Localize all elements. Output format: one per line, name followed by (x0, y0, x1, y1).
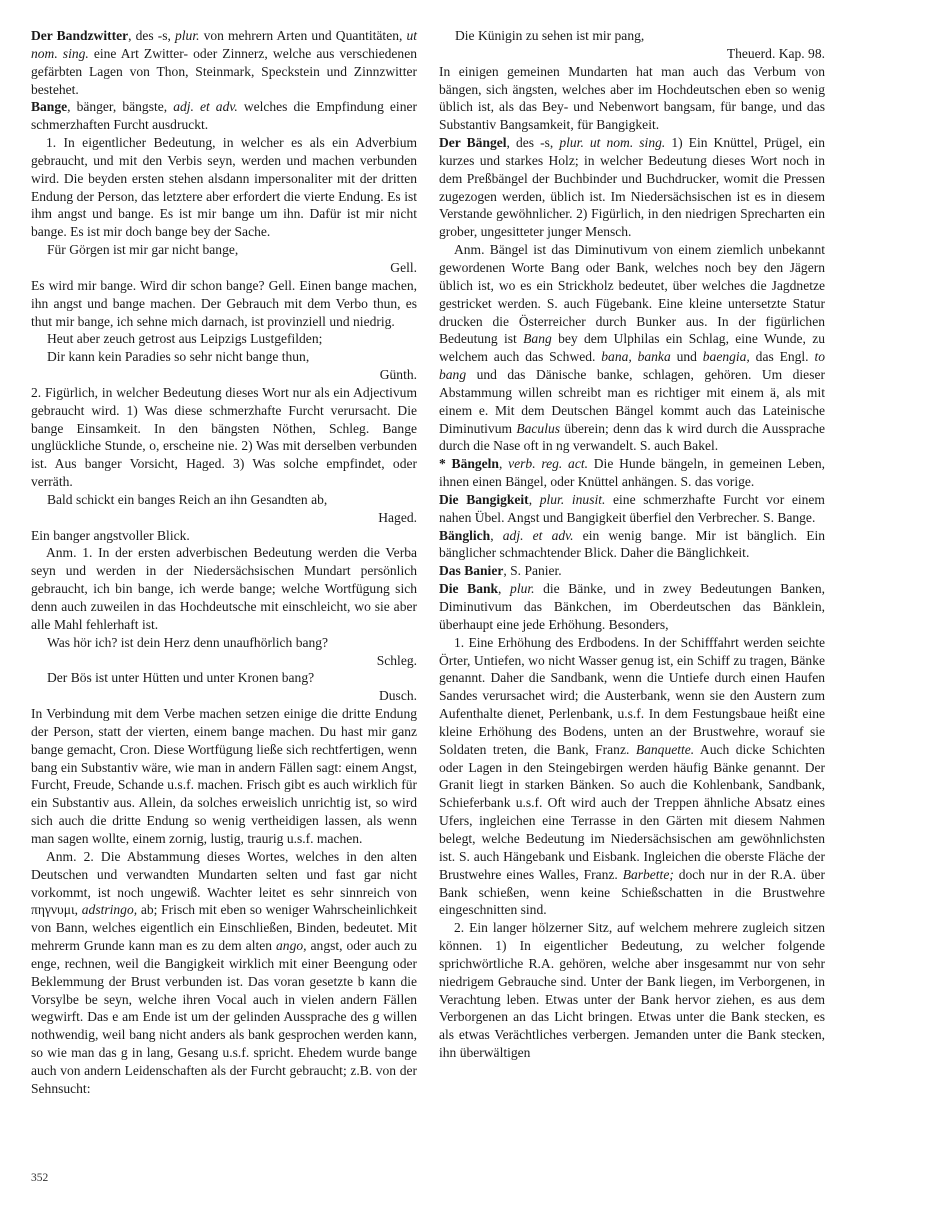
text-run: , S. Panier. (503, 563, 562, 579)
dictionary-entry (439, 580, 825, 634)
paragraph (439, 241, 825, 455)
italic-term: adstringo, (81, 902, 138, 918)
citation (439, 45, 825, 63)
text-run: Haged. (378, 509, 417, 525)
text-run: Dir kann kein Paradies so sehr nicht bange thun, (47, 349, 310, 365)
text-run: von mehrern Arten und Quantitäten, (199, 28, 407, 43)
text-run: das Engl. (749, 349, 815, 365)
left-column (31, 27, 417, 1098)
paragraph (31, 544, 417, 633)
text-run: Bald schickt ein banges Reich an ihn Gesandten ab, (47, 491, 328, 507)
dictionary-entry (439, 491, 825, 527)
verse-line (31, 348, 417, 366)
text-run: Schleg. (376, 652, 417, 668)
italic-term: adj. et adv. (173, 99, 238, 115)
text-run: Auch dicke Schichten oder Lagen in den Steingebirgen werden häufig Bänke genannt. Der Granit liegt in starken Bänken. So auch die Kohlenbank, Sandbank, Schieferbank u.s.f. Oft wird auch der Treppen ähnliche Absatz eines Ufers, ingleichen eine Terrasse in den Gärten mit diesem Nahmen belegt, welche Bedeutung im Niedersächsischen am gewöhnlichsten ist. S. auch Hängebank und Eisbank. Ingleichen die oberste Fläche der Brustwehre eines Walles, Franz. (439, 741, 825, 882)
text-run: die Bänke, und in zwey Bedeutungen Banken, Diminutivum das Bänkchen, im Oberdeutschen das Bänklein, überhaupt eine jede Erhöhung. Besonders, (439, 581, 825, 632)
paragraph (439, 919, 825, 1062)
paragraph (31, 527, 417, 545)
text-run: und das Dänische banke, schlagen, gehören. Um dieser Abstammung willen schreibt man es richtiger mit einem ä, als mit einem e. Mit dem Deutschen Bängel kommt auch das Lateinische Diminutivum (439, 367, 825, 436)
headword: Bänglich (439, 527, 491, 543)
paragraph (31, 848, 417, 1098)
text-run: Dusch. (378, 688, 417, 704)
italic-term: Barbette; (622, 866, 674, 882)
text-run: Die Künigin zu sehen ist mir pang, (455, 28, 645, 43)
text-run: Gell. (390, 259, 417, 275)
text-run: 1. Eine Erhöhung des Erdbodens. In der Schifffahrt werden seichte Örter, Untiefen, wo nicht Wasser genug ist, ein Schiff zu tragen, Bänke genannt. Daher die Sandbank, wenn die Untiefe durch einen Haufen Sandes verursachet wird; die Austerbank, wenn sie den Austern zum Aufenthalte dienet, Perlenbank, u.s.f. In dem Festungsbaue heißt eine kleine Erhöhung des Bodens, unten an der Brustwehre, worauf sie Soldaten treten, die Bank, Franz. (439, 634, 825, 757)
text-run: Anm. 2. Die Abstammung dieses Wortes, welches in den alten Deutschen und verwandten Mundarten selten und fast gar nicht vorkommt, ist noch ungewiß. Wachter leitet es sehr sinnreich von πηγνυμι, (31, 848, 417, 918)
text-run: angst, oder auch zu enge, rechnen, weil die Bangigkeit wirklich mit einer Beengung oder Beklemmung der Brust verbunden ist. Das voran gesetzte b kann die Vorsylbe be seyn, welche ihren Vocal auch in vielen andern Fällen wegwirft. Das e am Ende ist um der gelinden Aussprache des g willen nothwendig, weil bang nicht anders als bank gesprochen werden kann, so wie man das g in lang, Gesang u.s.f. spricht. Ehedem wurde bange auch von andern Leidenschaften als der Furcht gebraucht; z.B. von der Sehnsucht: (31, 938, 417, 1096)
text-run: Anm. 1. In der ersten adverbischen Bedeutung werden die Verba seyn und werden in der Niedersächsischen Mundart persönlich gebraucht, ich bin bange, ich werde bange; welche Wortfügung sich denn auch zuweilen in das Hochdeutsche mit einschleicht, wo sie aber alle Mahl fehlerhaft ist. (31, 545, 417, 632)
text-run: , (490, 527, 503, 543)
text-run: eine Art Zwitter- oder Zinnerz, welche aus verschiedenen gefärbten Lagen von Thon, Steinmark, Speckstein und Zinnzwitter bestehet. (31, 45, 417, 97)
text-run: welches die Empfindung einer schmerzhaften Furcht ausdruckt. (31, 99, 417, 133)
dictionary-entry (439, 562, 825, 580)
headword: Die Bank (439, 581, 499, 597)
text-run: Anm. Bängel ist das Diminutivum von einem ziemlich unbekannt gewordenen Worte Bang oder Bank, welches noch bey den Jägern üblich ist, wo es ein Strickholz bedeutet, über welches die Jagdnetze gestricket werden. S. auch Fügebank. Eine kleine untersetzte Statur drucken die Österreicher durch Bunker aus. In der figürlichen Bedeutung ist (439, 242, 825, 347)
dictionary-entry (439, 134, 825, 241)
paragraph (31, 384, 417, 491)
headword: Bange (31, 99, 68, 115)
verse-line (31, 669, 417, 687)
dictionary-entry (439, 527, 825, 563)
citation (31, 259, 417, 277)
text-run: bey dem Ulphilas ein Schlag, eine Wunde, zu welchem auch das Schwed. (439, 331, 825, 365)
italic-term: baengia, (702, 349, 750, 365)
paragraph (31, 277, 417, 331)
right-column (439, 27, 825, 1062)
headword: Die Bangigkeit (439, 491, 529, 507)
dictionary-entry (31, 98, 417, 134)
text-run: Günth. (379, 367, 417, 383)
italic-term: adj. et adv. (502, 527, 574, 543)
text-run: 1) Ein Knüttel, Prügel, ein kurzes und starkes Holz; in welcher Bedeutung dieses Wort noch in dem Preßbängel der Buchbinder und Buchdrucker, womit die Pressen zugezogen werden, üblich ist. Im Niedersächsischen ist es in diesem Verstande gewöhnlicher. 2) Figürlich, in den niedrigen Sprecharten ein grober, ungesitteter junger Mensch. (439, 135, 826, 240)
text-run: und (670, 349, 703, 365)
paragraph (31, 134, 417, 241)
headword: Der Bandzwitter (31, 28, 129, 43)
verse-line (31, 491, 417, 509)
italic-term: Banquette. (635, 741, 695, 757)
text-run: Heut aber zeuch getrost aus Leipzigs Lustgefilden; (47, 331, 323, 347)
page-number: 352 (31, 1172, 49, 1184)
verse-line (439, 27, 825, 45)
citation (31, 687, 417, 705)
text-run: Der Bös ist unter Hütten und unter Kronen bang? (47, 670, 315, 686)
text-run: ab; Frisch mit eben so weniger Wahrscheinlichkeit von Bann, welches eigentlich ein Einschließen, Binden, bedeutet. Mit mehrerm Grunde kann man es zu dem alten (31, 902, 417, 954)
headword: * Bängeln (439, 456, 499, 472)
italic-term: ut nom. sing. (31, 28, 417, 61)
italic-term: ango, (276, 938, 307, 954)
text-run: Die Hunde bängeln, in gemeinen Leben, ihnen einen Bängel, oder Knüttel anhängen. S. das vorige. (439, 456, 825, 490)
citation (31, 366, 417, 384)
text-run: überein; denn das k wird durch die Aussprache durch die Nase oft in ng verwandelt. S. auch Bakel. (439, 420, 825, 454)
text-run: 2. Figürlich, in welcher Bedeutung dieses Wort nur als ein Adjectivum gebraucht wird. 1) Was diese schmerzhafte Furcht verursacht. Die bange Einsamkeit. In den bängsten Nöthen, Schleg. Bange unglückliche Stunde, o, erscheine nie. 2) Was mit derselben verbunden ist. Aus banger Vorsicht, Haged. 3) Was solche empfindet, oder verräth. (31, 384, 417, 490)
paragraph (31, 705, 417, 848)
verse-line (31, 634, 417, 652)
paragraph (439, 63, 825, 134)
text-run: In Verbindung mit dem Verbe machen setzen einige die dritte Endung der Person, statt der vierten, einem bange machen. Du hast mir ganz bange gemacht, Cron. Diese Wortfügung ließe sich rechtfertigen, wenn bang ein Substantiv wäre, wie man in andern Fällen sagt: einem Angst, Furcht, Freude, Schande u.s.f. machen. Frisch gibt es auch wirklich für ein Substantiv aus. Allein, da solches erweislich unrichtig ist, so wird sich auch die dritte Endung so wenig vertheidigen lassen, als wenn man sagen wollte, einem zornig, lustig, traurig u.s.f. machen. (31, 706, 417, 846)
text-run: Es wird mir bange. Wird dir schon bange? Gell. Einen bange machen, ihn angst und bange machen. Der Gebrauch mit dem Verbo thun, es thut mir bange, ich sehne mich darnach, ist provinziell und niedrig. (31, 277, 417, 329)
text-run: , (498, 456, 509, 472)
text-run: ein wenig bange. Mir ist bänglich. Ein bänglicher schmachtender Blick. Daher die Bänglichkeit. (439, 527, 826, 561)
dictionary-entry (31, 27, 417, 98)
italic-term: Bang (523, 331, 552, 347)
text-run: , des -s, (128, 28, 176, 43)
text-run: eine schmerzhafte Furcht vor einem nahen Übel. Angst und Bangigkeit überfiel den Verbrecher. S. Bange. (439, 491, 825, 525)
text-run: Theuerd. Kap. 98. (726, 45, 825, 61)
verse-line (31, 241, 417, 259)
headword: Der Bängel (439, 135, 507, 151)
italic-term: Baculus (516, 420, 561, 436)
text-run: Ein banger angstvoller Blick. (31, 527, 190, 543)
text-run: 1. In eigentlicher Bedeutung, in welcher es als ein Adverbium gebraucht, und mit den Verbis seyn, werden und machen verbunden wird. Die beyden ersten stehen alsdann impersonaliter mit der dritten Endung der Person, das letztere aber erfordert die vierte Endung. Es ist ihm angst und bange. Es ist mir bange um ihn. Dafür ist mir nicht bange. Es ist mir doch bange bey der Sache. (31, 135, 417, 240)
verse-line (31, 330, 417, 348)
italic-term: to bang (439, 349, 825, 383)
text-run: Für Görgen ist mir gar nicht bange, (47, 242, 239, 258)
text-run: In einigen gemeinen Mundarten hat man auch das Verbum von bängen, sich ängsten, welches aber im Hochdeutschen eben so wenig üblich ist, als das Bey- und Nebenwort bangsam, für bange, und das Substantiv Bangsamkeit, für Bangigkeit. (439, 63, 825, 133)
headword: Das Banier (439, 563, 504, 579)
italic-term: plur. ut nom. sing. (559, 135, 666, 151)
italic-term: plur. (175, 28, 200, 43)
italic-term: bana, banka (601, 349, 671, 365)
italic-term: verb. reg. act. (508, 456, 588, 472)
text-run: , (528, 491, 540, 507)
text-run: , bänger, bängste, (67, 99, 174, 115)
italic-term: plur. (510, 581, 535, 597)
dictionary-entry (439, 455, 825, 491)
citation (31, 652, 417, 670)
text-run: , (498, 581, 511, 597)
text-run: , des -s, (506, 135, 560, 151)
italic-term: plur. inusit. (539, 491, 606, 507)
text-run: doch nur in der R.A. über Bank schießen, wenn keine Schießschatten in die Brustwehre eingeschnitten sind. (439, 866, 825, 918)
citation (31, 509, 417, 527)
text-run: 2. Ein langer hölzerner Sitz, auf welchem mehrere zugleich sitzen können. 1) In eigentlicher Bedeutung, zu welcher folgende sprichwörtliche R.A. gehören, welche aber insgesammt nur von sehr niedrigem Gebrauche sind. Unter der Bank liegen, im Verborgenen, in Verachtung leben. Etwas unter der Bank hervor ziehen, es aus dem Verborgenen an das Licht bringen. Etwas unter die Bank stecken, es als etwas Verächtliches verbergen. Jemanden unter die Bank stecken, ihn überwältigen (439, 920, 825, 1061)
paragraph (439, 634, 825, 920)
text-run: Was hör ich? ist dein Herz denn unaufhörlich bang? (47, 634, 329, 650)
